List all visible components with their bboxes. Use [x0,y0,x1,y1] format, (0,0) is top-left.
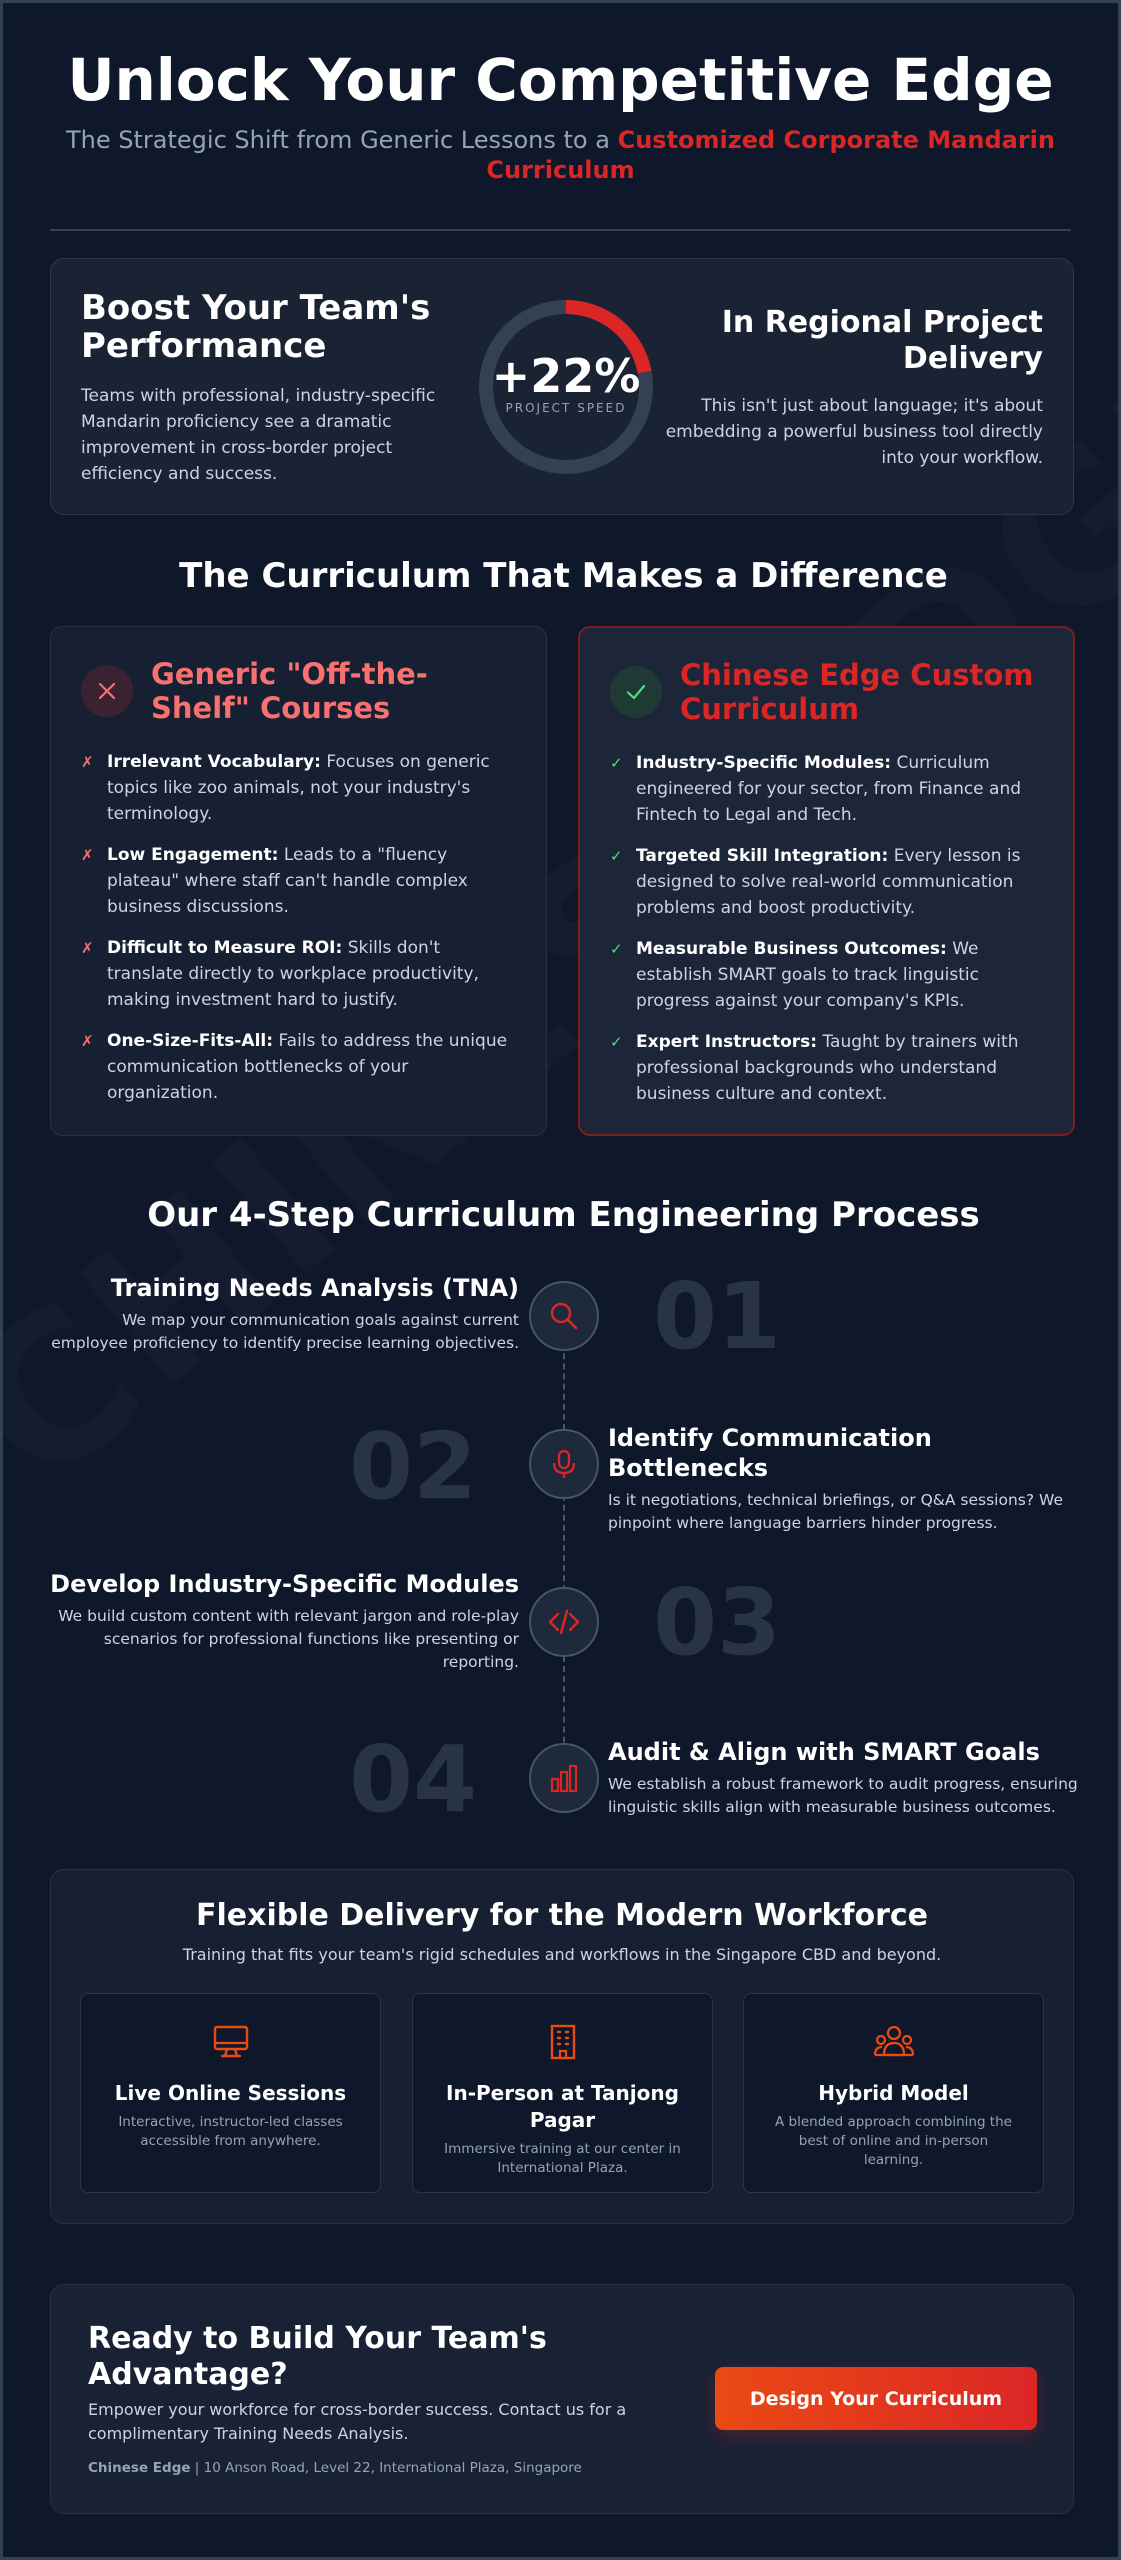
custom-item-text [636,1029,1043,1107]
stat-card [50,258,1074,515]
brand-name: Chinese Edge [88,2460,191,2476]
cross-mark-icon: ✗ [81,846,94,864]
generic-item [81,1028,516,1106]
step-title: Training Needs Analysis (TNA) [110,1274,519,1302]
step-number: 04 [349,1726,478,1833]
stat-value: +22% [491,349,641,403]
step-title: Audit & Align with SMART Goals [608,1738,1040,1766]
users-icon [744,2022,1043,2066]
delivery-card-desc: Interactive, instructor-led classes accessible from anywhere. [118,2114,343,2149]
custom-item [610,1029,1043,1107]
header [3,3,1118,185]
generic-item-label: Irrelevant Vocabulary: [107,752,321,772]
custom-item [610,936,1043,1014]
step-number: 03 [653,1569,782,1676]
custom-item-label: Expert Instructors: [636,1032,818,1052]
delivery-card-title: Hybrid Model [818,2081,969,2105]
custom-item-desc: Curriculum engineered for your sector, from Finance and Fintech to Legal and Tech. [636,753,1022,825]
delivery-card-title: Live Online Sessions [114,2081,347,2105]
custom-item [610,843,1043,921]
generic-courses-card [50,626,547,1136]
generic-courses-title: Generic "Off-the-Shelf" Courses [151,657,428,725]
generic-item [81,842,516,920]
generic-item-desc: Leads to a "fluency plateau" where staff can't handle complex business discussions. [107,845,468,917]
delivery-section [50,1869,1074,2224]
step-desc: We map your communication goals against current employee proficiency to identify precise learning objectives. [51,1311,519,1352]
code-icon [529,1587,599,1657]
custom-item-desc: We establish SMART goals to track linguistic progress against your company's KPIs. [636,939,979,1011]
check-icon [610,666,662,718]
generic-item [81,935,516,1013]
step-4 [608,1737,1078,1819]
search-icon [529,1281,599,1351]
generic-item-text [107,749,516,827]
microphone-icon [529,1429,599,1499]
stat-right-desc: This isn't just about language; it's about embedding a powerful business tool directly into your workflow. [665,396,1043,468]
page-subtitle [41,125,1081,185]
delivery-card-online [80,1993,381,2193]
step-1 [49,1273,519,1355]
generic-item-text [107,1028,516,1106]
cross-mark-icon: ✗ [81,1032,94,1050]
step-number: 02 [349,1413,478,1520]
generic-item-desc: Skills don't translate directly to workplace productivity, making investment hard to justify. [107,938,479,1010]
monitor-icon [81,2022,380,2066]
comparison-section-title: The Curriculum That Makes a Difference [179,556,948,596]
custom-item-text [636,843,1043,921]
generic-item-label: Difficult to Measure ROI: [107,938,343,958]
custom-item-label: Industry-Specific Modules: [636,753,892,773]
bar-chart-icon [529,1743,599,1813]
check-mark-icon: ✓ [610,940,623,958]
generic-item-text [107,842,516,920]
delivery-card-desc: A blended approach combining the best of online and in-person learning. [775,2114,1012,2168]
timeline-line [563,1313,565,1783]
header-divider [50,229,1071,231]
cta-description: Empower your workforce for cross-border success. Contact us for a complimentary Training Needs Analysis. [88,2400,627,2443]
cross-mark-icon: ✗ [81,753,94,771]
step-2 [608,1423,1078,1535]
address: | 10 Anson Road, Level 22, International Plaza, Singapore [190,2460,582,2476]
stat-left-desc: Teams with professional, industry-specific Mandarin proficiency see a dramatic improvement in cross-border project efficiency and success. [81,386,436,484]
cta-footer [88,2460,582,2476]
stat-right-title: In Regional Project Delivery [721,305,1043,376]
step-number: 01 [653,1263,782,1370]
step-3 [49,1569,519,1674]
custom-curriculum-card [578,626,1075,1136]
check-mark-icon: ✓ [610,754,623,772]
design-curriculum-button[interactable]: Design Your Curriculum [715,2367,1037,2430]
check-mark-icon: ✓ [610,1033,623,1051]
delivery-card-desc: Immersive training at our center in International Plaza. [444,2141,681,2176]
generic-item [81,749,516,827]
step-title: Identify Communication Bottlenecks [608,1424,932,1482]
generic-item-desc: Focuses on generic topics like zoo animals, not your industry's terminology. [107,752,490,824]
generic-item-label: One-Size-Fits-All: [107,1031,274,1051]
subtitle-highlight: Customized Corporate Mandarin Curriculum [486,126,1055,184]
page-title: Unlock Your Competitive Edge [67,46,1054,114]
delivery-title: Flexible Delivery for the Modern Workforce [195,1898,929,1933]
custom-item-label: Targeted Skill Integration: [636,846,889,866]
delivery-card-hybrid [743,1993,1044,2193]
custom-curriculum-title: Chinese Edge Custom Curriculum [680,658,1034,726]
subtitle-prefix: The Strategic Shift from Generic Lessons to a [66,126,618,154]
step-title: Develop Industry-Specific Modules [50,1570,519,1598]
generic-item-text [107,935,516,1013]
delivery-card-in-person [412,1993,713,2193]
stat-left-title: Boost Your Team's Performance [81,288,431,366]
cta-section [50,2284,1074,2514]
custom-item-label: Measurable Business Outcomes: [636,939,947,959]
check-mark-icon: ✓ [610,847,623,865]
step-desc: Is it negotiations, technical briefings, or Q&A sessions? We pinpoint where language barriers hinder progress. [608,1491,1063,1532]
process-section-title: Our 4-Step Curriculum Engineering Process [147,1195,980,1235]
custom-item-text [636,936,1043,1014]
custom-item [610,750,1043,828]
delivery-subtitle: Training that fits your team's rigid schedules and workflows in the Singapore CBD and beyond. [182,1945,942,1964]
close-icon [81,665,133,717]
step-desc: We establish a robust framework to audit progress, ensuring linguistic skills align with measurable business outcomes. [608,1775,1078,1816]
step-desc: We build custom content with relevant jargon and role-play scenarios for professional functions like presenting or reporting. [58,1607,519,1671]
custom-item-desc: Every lesson is designed to solve real-world communication problems and boost productivity. [636,846,1021,918]
progress-ring [476,297,656,477]
generic-item-label: Low Engagement: [107,845,279,865]
stat-value-label: PROJECT SPEED [505,401,627,415]
cta-title: Ready to Build Your Team's Advantage? [88,2321,547,2392]
delivery-card-title: In-Person at Tanjong Pagar [446,2081,679,2132]
cross-mark-icon: ✗ [81,939,94,957]
custom-item-text [636,750,1043,828]
building-icon [413,2022,712,2066]
generic-item-desc: Fails to address the unique communication bottlenecks of your organization. [107,1031,508,1103]
custom-item-desc: Taught by trainers with professional backgrounds who understand business culture and context. [636,1032,1019,1104]
